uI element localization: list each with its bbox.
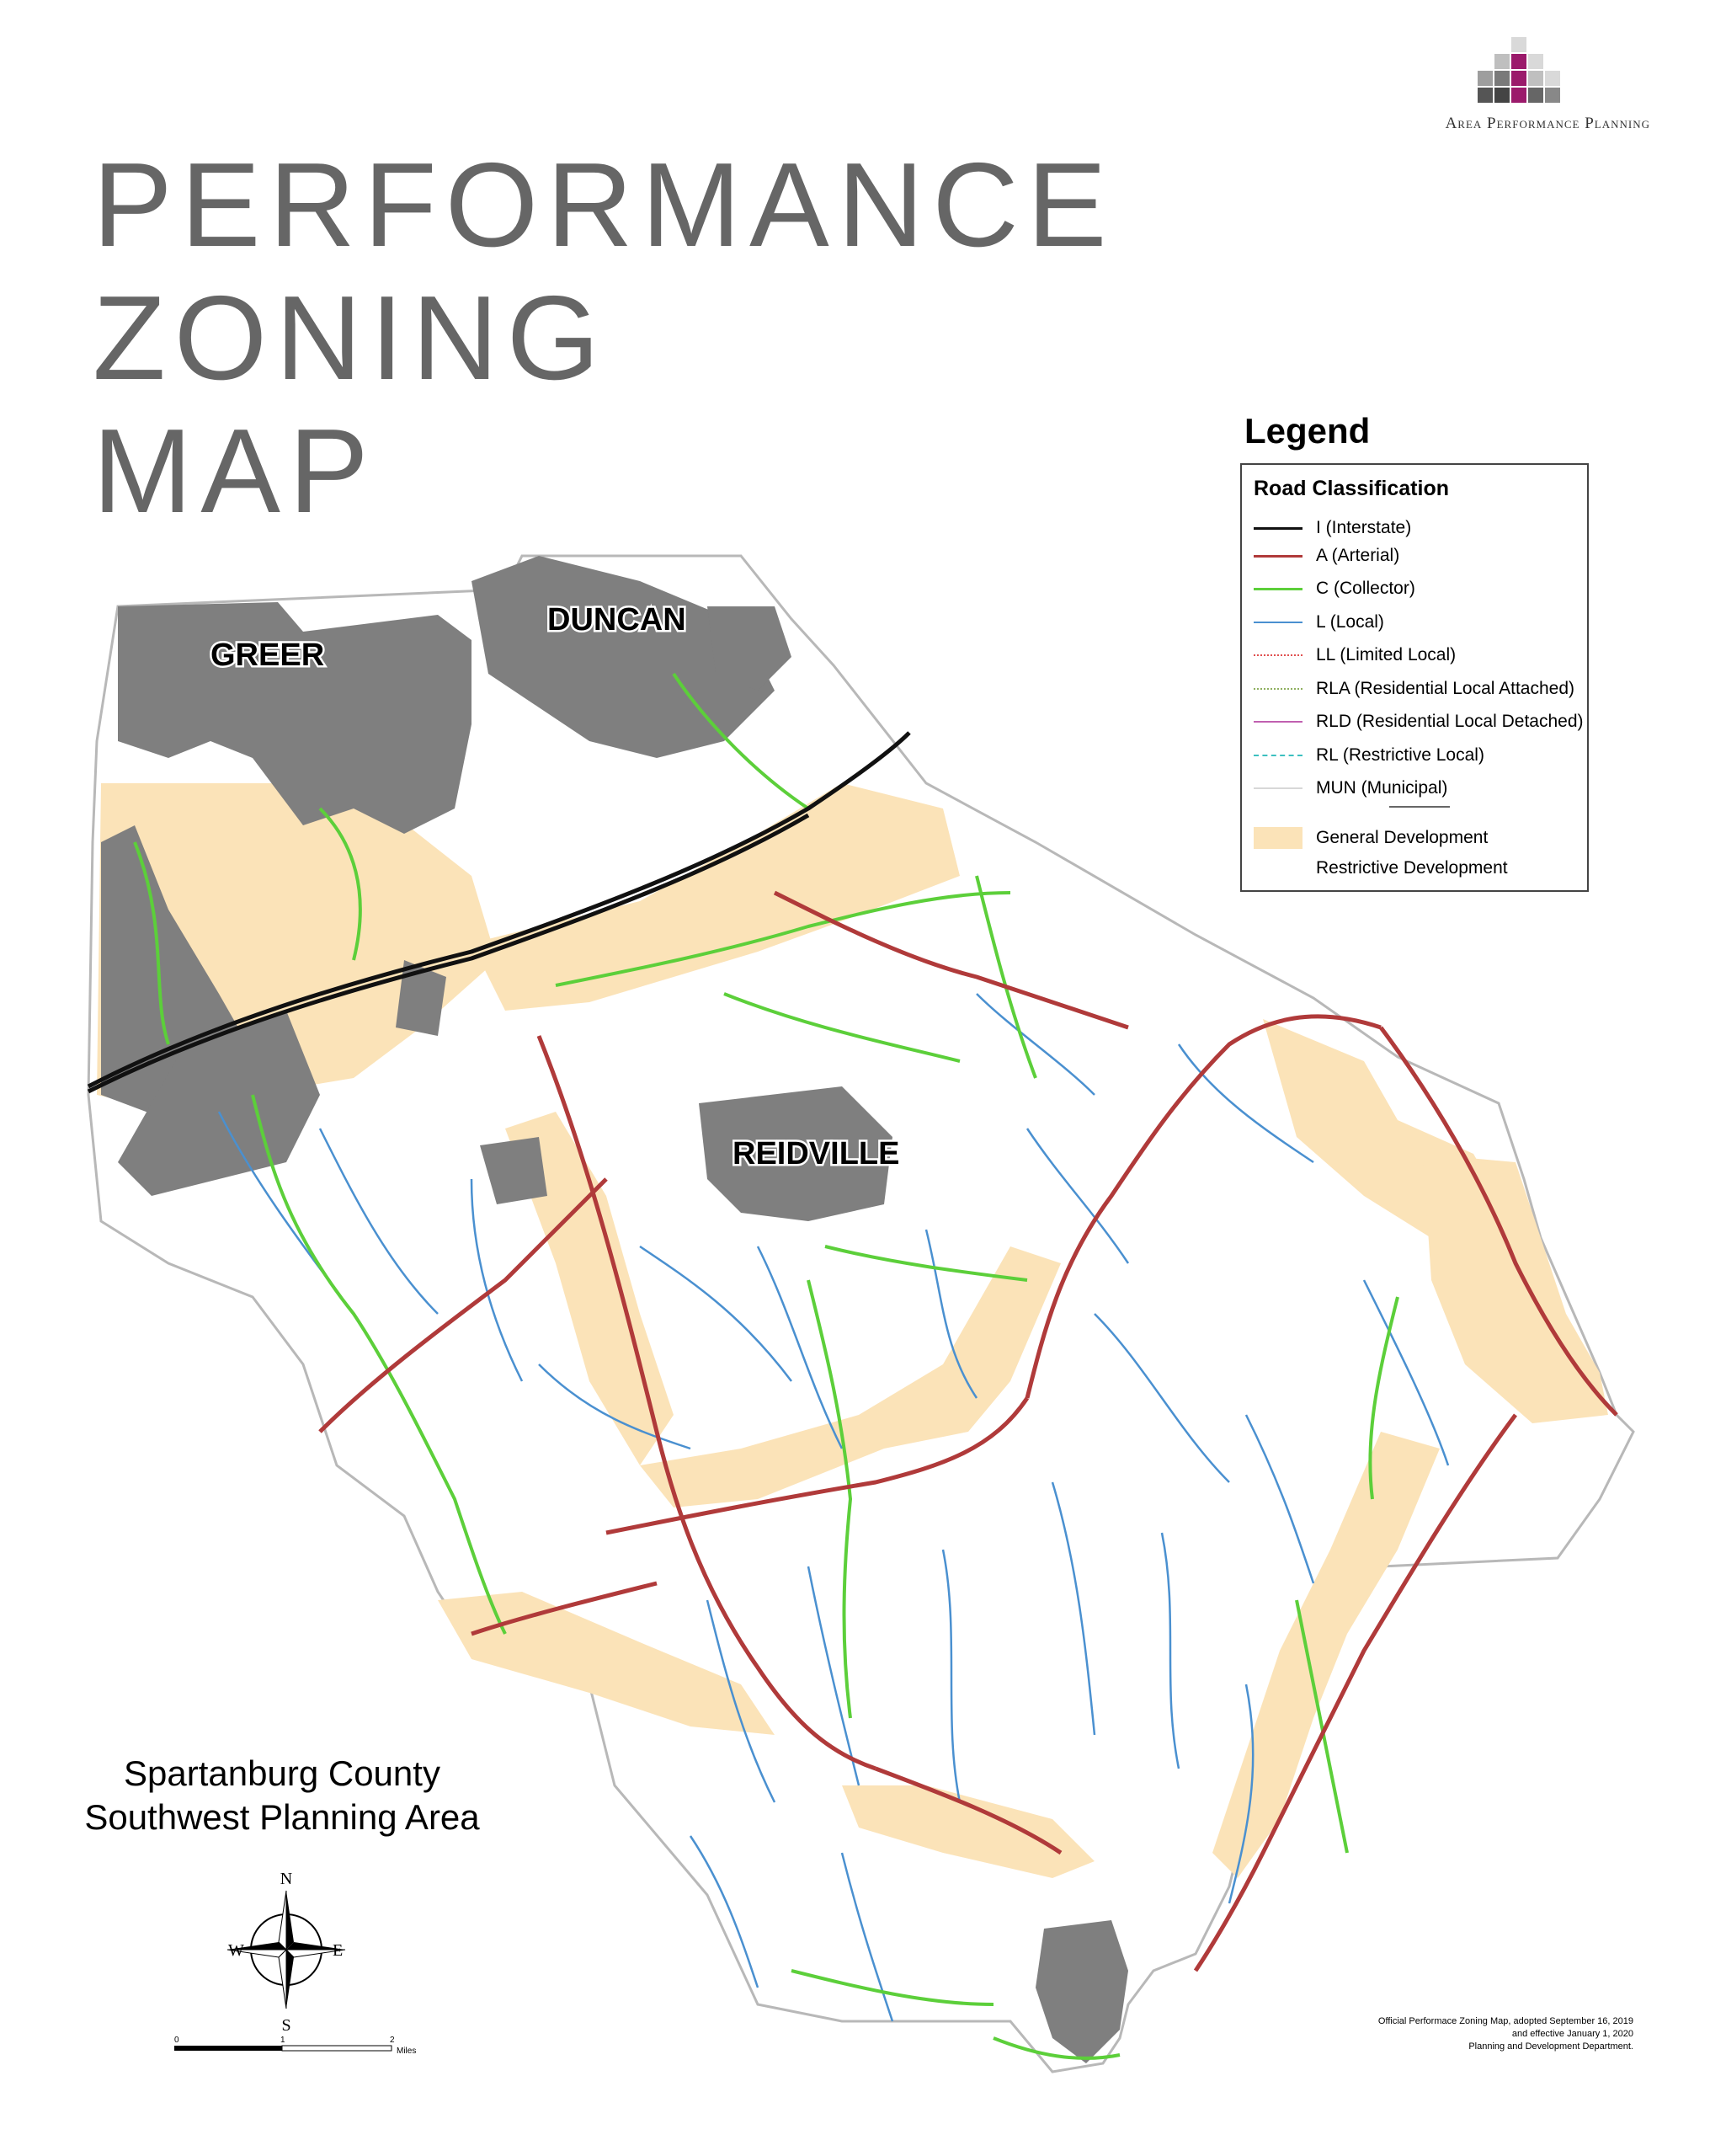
general-development-swatch-icon	[1254, 827, 1302, 849]
note-line-2: and effective January 1, 2020	[1511, 2029, 1633, 2039]
scale-unit: Miles	[397, 2047, 417, 2056]
note-line-3: Planning and Development Department.	[1468, 2041, 1633, 2052]
legend-item-collector	[1254, 576, 1582, 601]
planning-area-caption	[84, 1752, 480, 1839]
legend-item-restrictive-local	[1254, 743, 1582, 768]
legend-divider	[1389, 806, 1450, 808]
rla-line-icon	[1254, 688, 1302, 690]
legend-section-title: Road Classification	[1254, 477, 1449, 500]
legend-label: RL (Restrictive Local)	[1316, 745, 1484, 765]
title-line-2: ZONING	[93, 271, 609, 405]
duncan-label: DUNCAN	[547, 602, 686, 638]
adoption-note	[1280, 2015, 1633, 2053]
title-line-3: MAP	[93, 404, 377, 538]
legend-item-general-development	[1254, 825, 1582, 851]
legend-item-arterial	[1254, 543, 1582, 568]
arterial-line-icon	[1254, 555, 1302, 558]
local-line-icon	[1254, 622, 1302, 623]
municipal-line-icon	[1254, 787, 1302, 789]
legend-label: C (Collector)	[1316, 579, 1415, 598]
limited-local-line-icon	[1254, 654, 1302, 656]
compass-rose-icon	[223, 1865, 349, 2034]
legend-title: Legend	[1244, 411, 1371, 451]
county-name: Spartanburg County	[124, 1753, 440, 1793]
reidville-label: REIDVILLE	[732, 1136, 900, 1171]
planning-area-name: Southwest Planning Area	[84, 1797, 480, 1837]
rld-line-icon	[1254, 721, 1302, 723]
scale-bar	[173, 2034, 442, 2068]
legend-label: L (Local)	[1316, 612, 1384, 632]
legend-item-rld	[1254, 709, 1582, 734]
scale-tick-2: 2	[390, 2036, 395, 2045]
legend-label: I (Interstate)	[1316, 518, 1412, 537]
compass-w: W	[228, 1941, 244, 1960]
greer-label: GREER	[210, 638, 325, 673]
legend-label: A (Arterial)	[1316, 546, 1400, 565]
interstate-line-icon	[1254, 527, 1302, 530]
compass-s: S	[281, 2016, 291, 2034]
legend-item-restrictive-development	[1254, 856, 1582, 881]
brand-name: Area Performance Planning	[1445, 115, 1650, 132]
legend-label: RLD (Residential Local Detached)	[1316, 712, 1584, 731]
title-line-1: PERFORMANCE	[93, 138, 1116, 272]
legend-item-local	[1254, 610, 1582, 635]
restrictive-development-swatch-icon	[1254, 857, 1302, 879]
legend-label: General Development	[1316, 828, 1489, 847]
scale-tick-0: 0	[174, 2036, 179, 2045]
legend-label: Restrictive Development	[1316, 858, 1508, 878]
restrictive-local-line-icon	[1254, 755, 1302, 756]
legend-item-rla	[1254, 676, 1582, 702]
legend-item-interstate	[1254, 515, 1582, 541]
note-line-1: Official Performace Zoning Map, adopted September 16, 2019	[1377, 2016, 1633, 2026]
compass-n: N	[280, 1870, 293, 1888]
legend	[1240, 463, 1589, 892]
legend-item-limited-local	[1254, 643, 1582, 668]
legend-item-municipal	[1254, 776, 1582, 801]
compass-e: E	[333, 1941, 344, 1960]
legend-label: RLA (Residential Local Attached)	[1316, 679, 1575, 698]
scale-tick-1: 1	[280, 2036, 285, 2045]
collector-line-icon	[1254, 588, 1302, 590]
legend-label: MUN (Municipal)	[1316, 778, 1448, 798]
legend-label: LL (Limited Local)	[1316, 645, 1457, 664]
